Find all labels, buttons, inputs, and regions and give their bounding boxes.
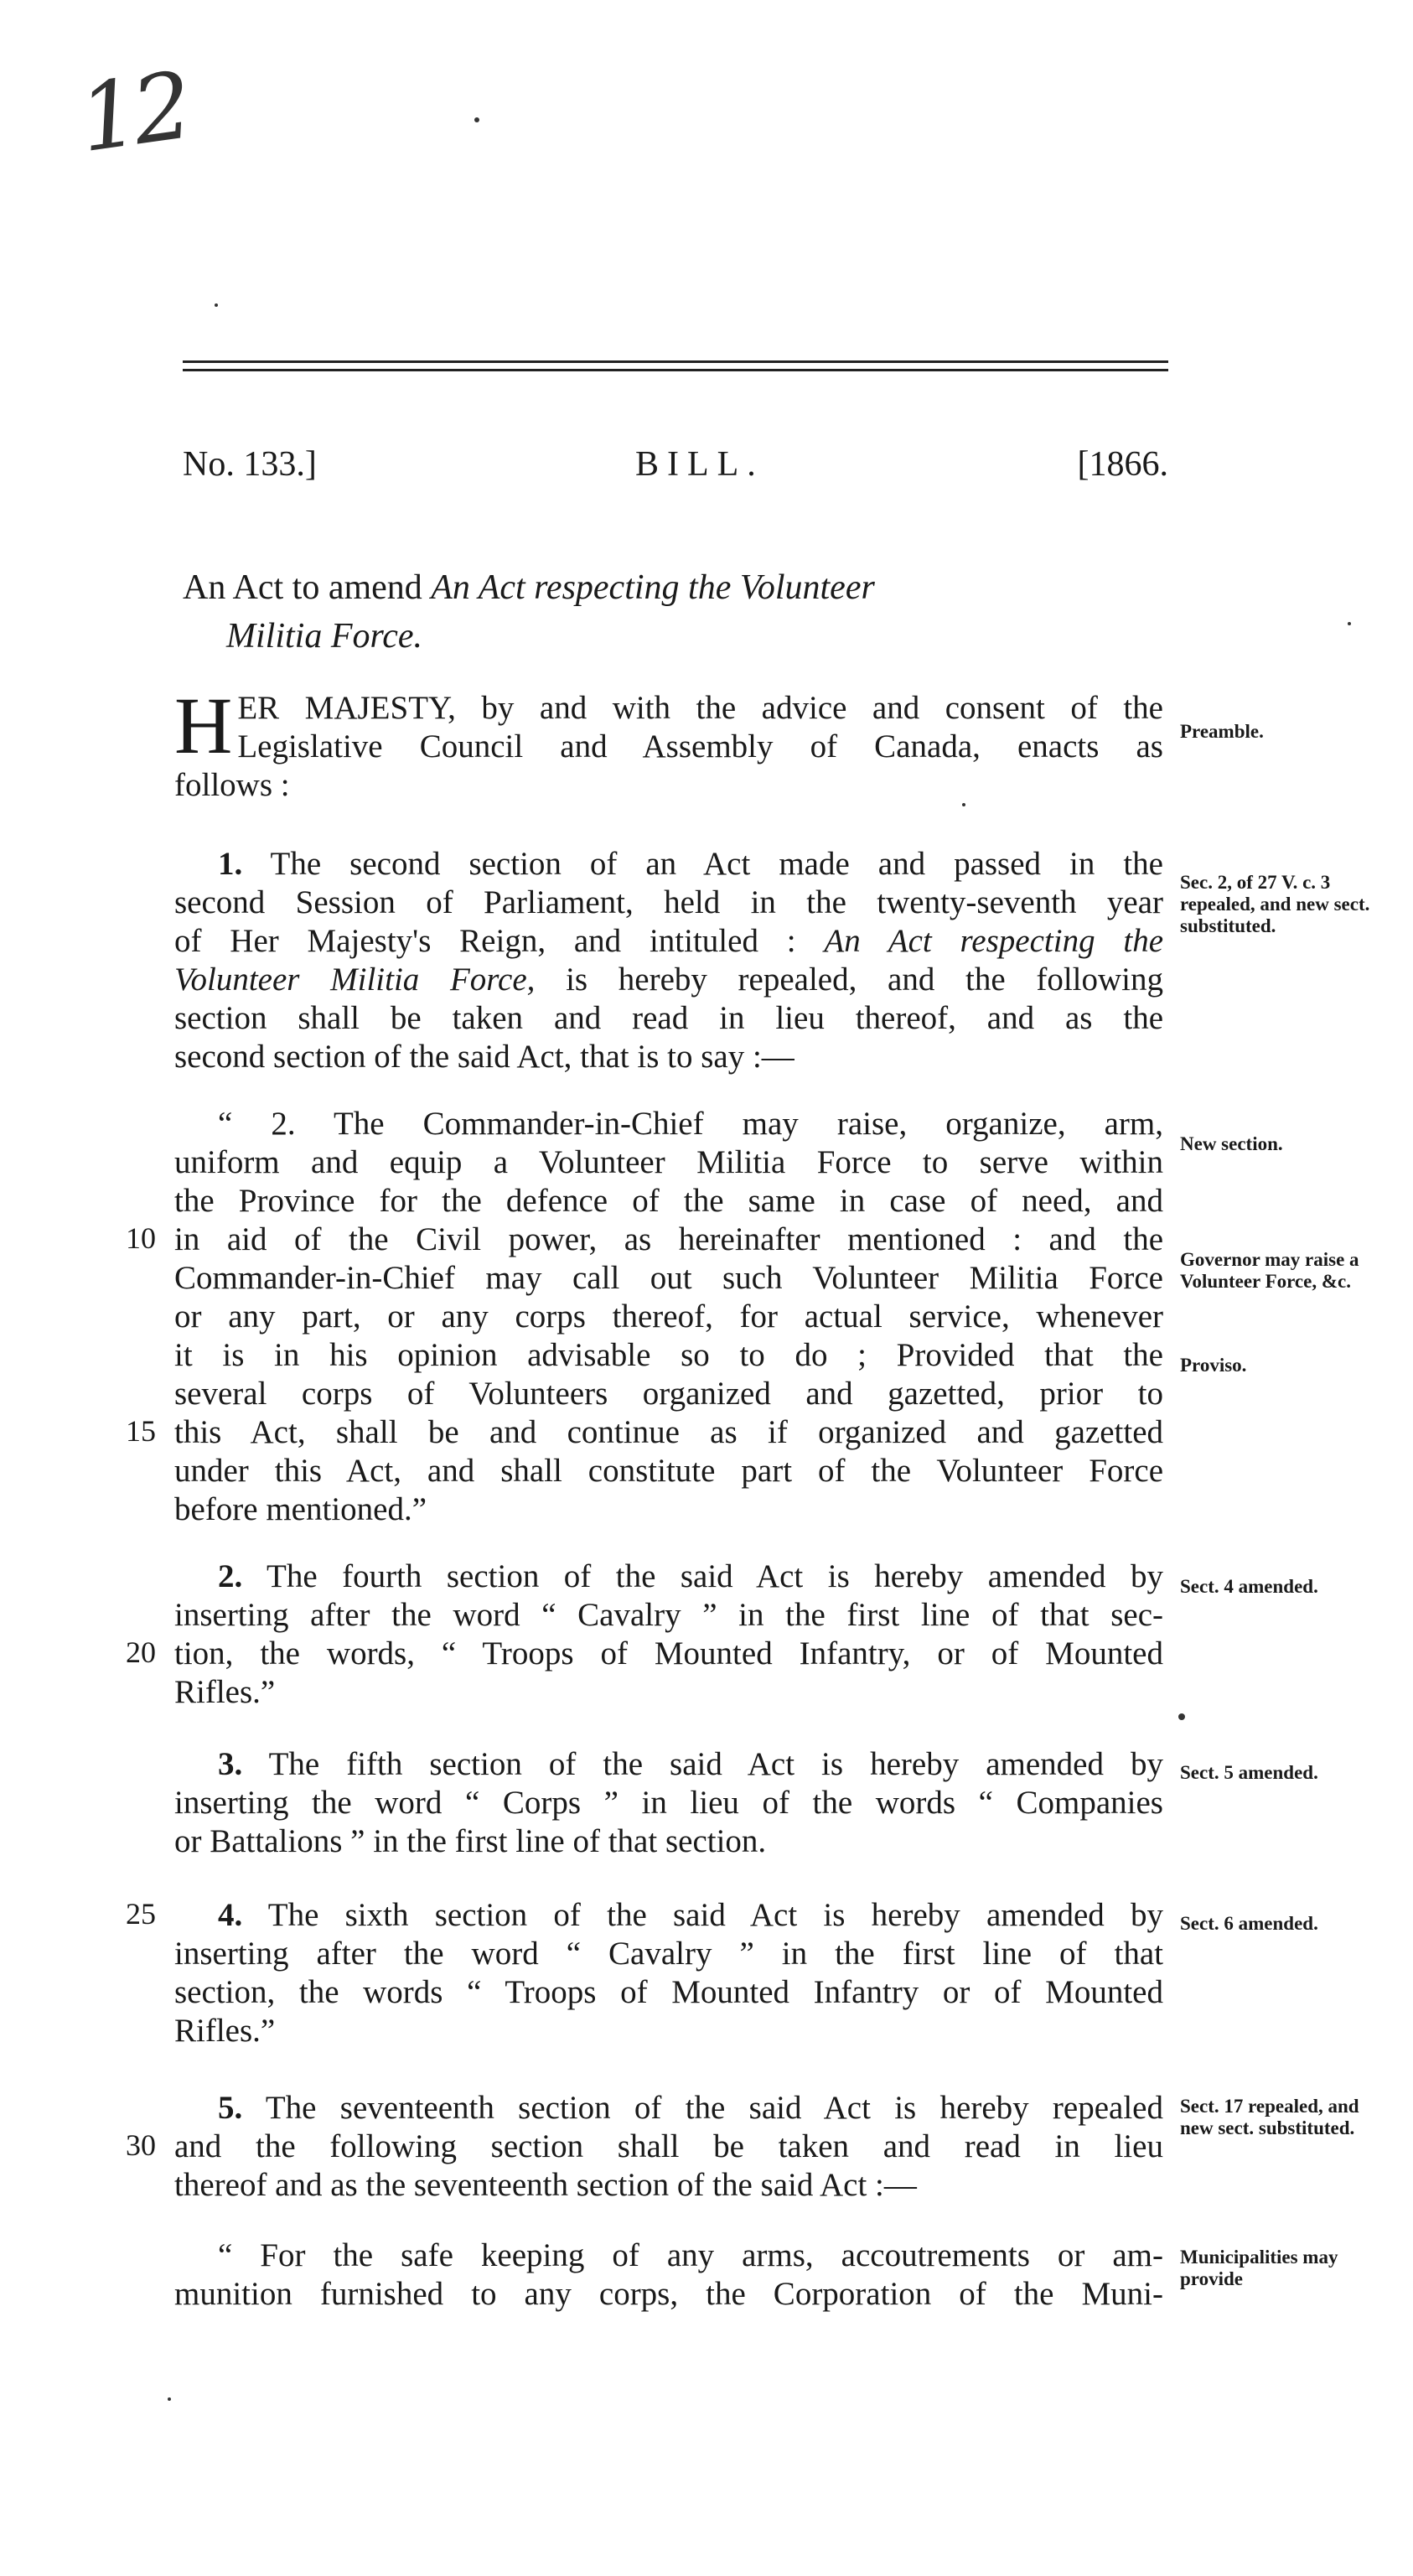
section-2-line: tion, the words, “ Troops of Mounted Infantry, or of Mounted — [174, 1635, 1163, 1672]
margin-note-new-section: New section. — [1180, 1133, 1283, 1154]
line-number: 30 — [126, 2128, 156, 2162]
section-1-italic: An Act respecting the — [824, 923, 1163, 959]
section-5-line — [174, 2089, 1163, 2128]
margin-note-section-5: Sect. 17 repealed, and new sect. substituted. — [1180, 2096, 1359, 2138]
section-5 — [174, 2089, 1163, 2205]
bill-number: No. 133.] — [183, 445, 317, 484]
section-1-line — [174, 922, 1163, 961]
section-1-text: is hereby repealed, and the following — [535, 961, 1163, 998]
section-1-line — [174, 845, 1163, 884]
margin-note-section-2: Sect. 4 amended. — [1180, 1576, 1318, 1597]
preamble — [174, 681, 1163, 805]
new-section-line: in aid of the Civil power, as hereinafter mentioned : and the — [174, 1221, 1163, 1257]
final-paragraph — [174, 2237, 1163, 2314]
new-section-line: several corps of Volunteers organized and gazetted, prior to — [174, 1376, 1163, 1412]
section-1-line — [174, 961, 1163, 999]
margin-note-section-4: Sect. 6 amended. — [1180, 1913, 1318, 1934]
speck — [215, 303, 218, 307]
new-section-line: under this Act, and shall constitute part of the Volunteer Force — [174, 1453, 1163, 1489]
section-2 — [174, 1558, 1163, 1712]
new-section-line: before mentioned.” — [174, 1491, 427, 1527]
new-section-line: or any part, or any corps thereof, for actual service, whenever — [174, 1298, 1163, 1335]
section-1-text: The second section of an Act made and passed in the — [242, 846, 1163, 882]
section-3 — [174, 1745, 1163, 1861]
bill-year: [1866. — [1077, 445, 1168, 484]
speck — [474, 117, 479, 122]
stray-dot — [1178, 1713, 1185, 1720]
line-number: 15 — [126, 1414, 156, 1448]
section-1 — [174, 845, 1163, 1076]
margin-note-proviso: Proviso. — [1180, 1355, 1247, 1376]
preamble-line: Legislative Council and Assembly of Canada, enacts as — [237, 728, 1163, 765]
top-rule-1 — [183, 360, 1168, 363]
new-section-2 — [174, 1105, 1163, 1529]
section-3-number: 3. — [218, 1746, 243, 1782]
margin-note-preamble: Preamble. — [1180, 721, 1264, 742]
line-number: 20 — [126, 1635, 156, 1669]
bill-title: BILL. — [635, 445, 764, 484]
new-section-line: this Act, shall be and continue as if organized and gazetted — [174, 1414, 1163, 1450]
line-number: 25 — [126, 1897, 156, 1931]
section-5-text: The seventeenth section of the said Act is hereby repealed — [242, 2090, 1163, 2126]
section-4 — [174, 1896, 1163, 2050]
section-1-number: 1. — [218, 846, 243, 882]
section-2-line: Rifles.” — [174, 1674, 276, 1710]
new-section-line: it is in his opinion advisable so to do ; Provided that the — [174, 1337, 1163, 1373]
section-1-text: of Her Majesty's Reign, and intituled : — [174, 923, 796, 959]
section-3-text: The fifth section of the said Act is hereby amended by — [242, 1746, 1163, 1782]
act-title-italic-1: An Act respecting the Volunteer — [431, 568, 875, 607]
section-1-line: section shall be taken and read in lieu thereof, and as the — [174, 1000, 1163, 1036]
speck — [1348, 622, 1351, 625]
line-number: 10 — [126, 1221, 156, 1255]
margin-note-section-1: Sec. 2, of 27 V. c. 3 repealed, and new sect. substituted. — [1180, 872, 1370, 936]
section-4-number: 4. — [218, 1897, 243, 1933]
section-1-line: second section of the said Act, that is to say :— — [174, 1039, 794, 1075]
section-2-line: inserting after the word “ Cavalry ” in the first line of that sec- — [174, 1597, 1163, 1633]
speck — [962, 803, 965, 806]
section-4-line: inserting after the word “ Cavalry ” in the first line of that — [174, 1936, 1163, 1972]
section-5-number: 5. — [218, 2090, 243, 2126]
section-4-line: section, the words “ Troops of Mounted Infantry or of Mounted — [174, 1974, 1163, 2010]
margin-note-municipalities: Municipalities may provide — [1180, 2247, 1338, 2289]
section-2-text: The fourth section of the said Act is hereby amended by — [242, 1558, 1163, 1594]
section-2-number: 2. — [218, 1558, 243, 1594]
handwritten-number: 12 — [72, 51, 194, 174]
preamble-line: follows : — [174, 767, 290, 803]
section-5-line: thereof and as the seventeenth section of the said Act :— — [174, 2167, 917, 2203]
bill-header — [183, 444, 1168, 495]
final-line: “ For the safe keeping of any arms, accoutrements or am- — [218, 2237, 1163, 2273]
final-line: munition furnished to any corps, the Corporation of the Muni- — [174, 2276, 1163, 2312]
section-1-italic: Volunteer Militia Force, — [174, 961, 536, 998]
new-section-line: “ 2. The Commander-in-Chief may raise, organize, arm, — [218, 1106, 1163, 1142]
section-3-line: or Battalions ” in the first line of that section. — [174, 1823, 767, 1859]
new-section-line: Commander-in-Chief may call out such Volunteer Militia Force — [174, 1260, 1163, 1296]
section-4-text: The sixth section of the said Act is hereby amended by — [242, 1897, 1163, 1933]
section-3-line: inserting the word “ Corps ” in lieu of the words “ Companies — [174, 1785, 1163, 1821]
preamble-dropcap: H — [174, 681, 233, 770]
section-2-line — [174, 1558, 1163, 1596]
preamble-line: ER MAJESTY, by and with the advice and consent of the — [237, 690, 1163, 726]
section-1-line: second Session of Parliament, held in the twenty-seventh year — [174, 884, 1163, 920]
new-section-line: uniform and equip a Volunteer Militia Force to serve within — [174, 1144, 1163, 1180]
margin-note-governor: Governor may raise a Volunteer Force, &c. — [1180, 1249, 1359, 1292]
section-5-line: and the following section shall be taken and read in lieu — [174, 2128, 1163, 2164]
act-title-prefix: An Act to amend — [183, 568, 432, 607]
act-title — [183, 563, 1168, 661]
section-3-line — [174, 1745, 1163, 1784]
margin-note-section-3: Sect. 5 amended. — [1180, 1762, 1318, 1783]
top-rule-2 — [183, 369, 1168, 371]
section-4-line: Rifles.” — [174, 2013, 276, 2049]
act-title-italic-2: Militia Force. — [226, 617, 423, 656]
new-section-line: the Province for the defence of the same in case of need, and — [174, 1183, 1163, 1219]
speck — [168, 2397, 171, 2401]
section-4-line — [174, 1896, 1163, 1935]
